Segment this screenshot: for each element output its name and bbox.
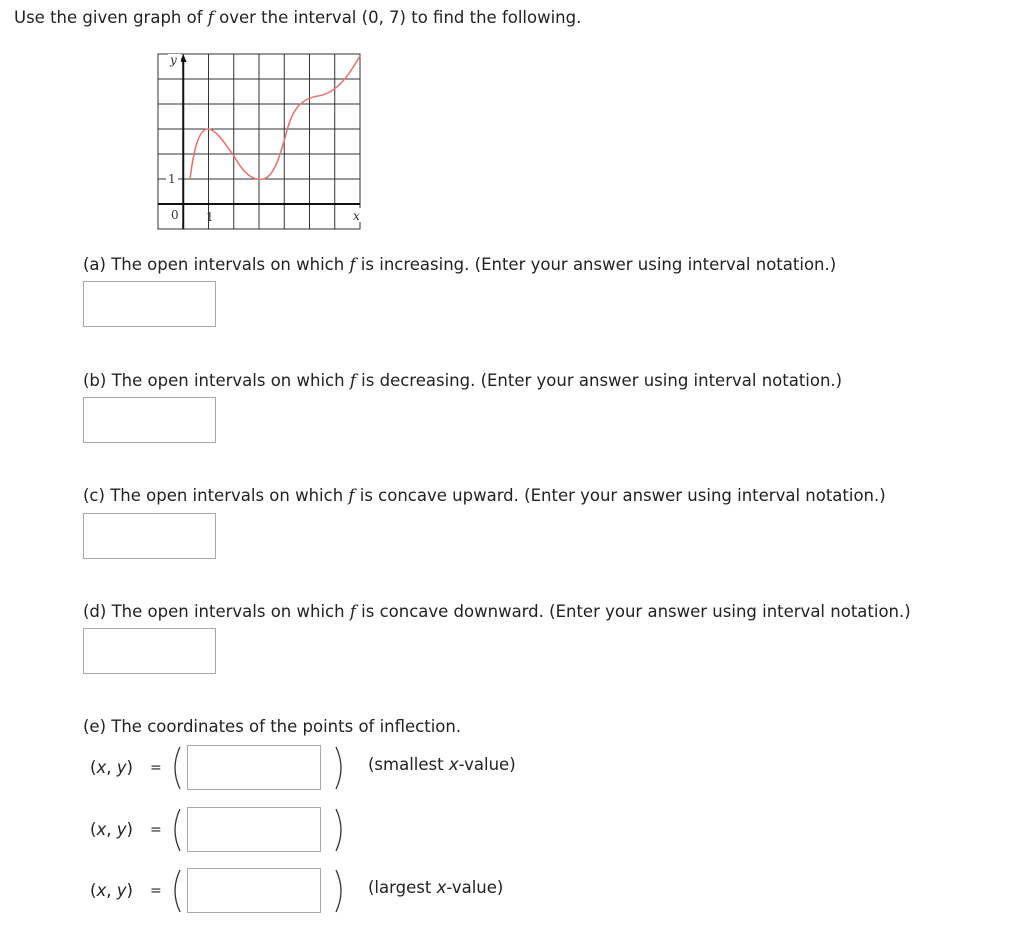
question-function-name: f (348, 486, 355, 505)
answer-input-c[interactable] (83, 513, 216, 559)
function-graph (150, 48, 370, 238)
prompt-text-before: Use the given graph of (14, 8, 208, 27)
question-function-name: f (349, 602, 356, 621)
x-axis-label: x (353, 209, 360, 223)
question-text-after: is decreasing. (Enter your answer using interval notation.) (355, 371, 843, 390)
coordinate-note-largest: (largest x-value) (368, 878, 504, 897)
right-paren-icon (333, 745, 347, 791)
inflection-point-input-2[interactable] (187, 807, 321, 852)
inflection-point-input-1[interactable] (187, 745, 321, 790)
prompt-function-name: f (207, 8, 214, 27)
coordinate-label: (x, y) (90, 758, 133, 777)
question-a (83, 253, 836, 277)
inflection-point-row-1 (90, 743, 690, 793)
prompt-text-after: over the interval (0, 7) to find the following. (213, 8, 582, 27)
coordinate-label: (x, y) (90, 820, 133, 839)
answer-input-a[interactable] (83, 281, 216, 327)
question-e: (e) The coordinates of the points of inflection. (83, 717, 462, 736)
question-text-before: (a) The open intervals on which (83, 255, 350, 274)
equals-sign: = (150, 883, 162, 899)
question-text-after: is concave upward. (Enter your answer using interval notation.) (354, 486, 886, 505)
origin-label: 0 (171, 208, 179, 222)
inflection-point-input-3[interactable] (187, 868, 321, 913)
graph-grid (158, 54, 360, 229)
inflection-point-row-2 (90, 805, 690, 855)
question-text-after: is increasing. (Enter your answer using interval notation.) (355, 255, 837, 274)
y-axis-label: y (170, 53, 177, 67)
question-function-name: f (349, 255, 356, 274)
question-text-after: is concave downward. (Enter your answer using interval notation.) (355, 602, 911, 621)
question-text-before: (c) The open intervals on which (83, 486, 349, 505)
coordinate-label: (x, y) (90, 881, 133, 900)
question-b (83, 369, 842, 393)
x-tick-label: 1 (206, 210, 214, 224)
problem-prompt (14, 6, 581, 30)
answer-input-b[interactable] (83, 397, 216, 443)
right-paren-icon (333, 807, 347, 853)
y-tick-label: 1 (168, 172, 176, 186)
question-text-before: (d) The open intervals on which (83, 602, 350, 621)
inflection-point-row-3 (90, 866, 690, 916)
question-text-before: (b) The open intervals on which (83, 371, 350, 390)
left-paren-icon (169, 745, 183, 791)
equals-sign: = (150, 760, 162, 776)
left-paren-icon (169, 868, 183, 914)
equals-sign: = (150, 822, 162, 838)
question-c (83, 484, 886, 508)
right-paren-icon (333, 868, 347, 914)
coordinate-note-smallest: (smallest x-value) (368, 755, 516, 774)
answer-input-d[interactable] (83, 628, 216, 674)
question-d (83, 600, 911, 624)
left-paren-icon (169, 807, 183, 853)
question-function-name: f (349, 371, 356, 390)
